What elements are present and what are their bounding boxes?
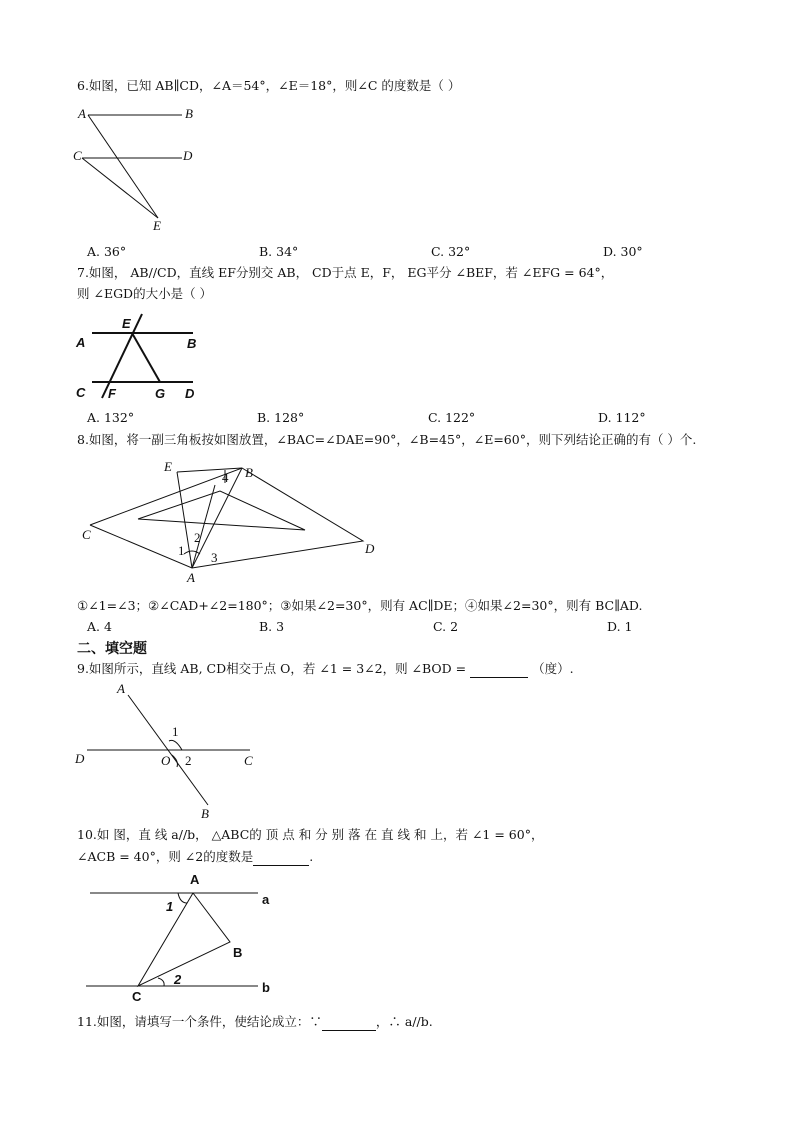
q7-label-a: A (76, 335, 86, 350)
q10-label-b-line: b (262, 980, 270, 995)
q7-label-b: B (187, 336, 197, 351)
q9-label-1: 1 (172, 724, 179, 739)
q7-label-f: F (108, 386, 116, 401)
q9-label-d: D (75, 751, 85, 766)
q10-stem-line2-text: ∠ACB = 40°，则 ∠2的度数是 (77, 849, 254, 864)
q8-option-d[interactable]: D. 1 (607, 619, 633, 634)
q10-label-c: C (132, 989, 142, 1004)
q8-statements: ①∠1=∠3；②∠CAD+∠2=180°；③如果∠2=30°，则有 AC∥DE；④如果∠2=30°，则有 BC∥AD. (77, 598, 643, 613)
q7-label-e: E (122, 316, 131, 331)
q9-stem-suffix: （度）. (532, 661, 574, 676)
q10-stem-line2-end: . (309, 849, 314, 864)
q9-stem-text: 9.如图所示，直线 AB, CD相交于点 O，若 ∠1 = 3∠2，则 ∠BOD = (77, 661, 467, 676)
q8-label-1: 1 (178, 543, 185, 558)
q11-answer-blank[interactable] (322, 1014, 376, 1031)
q6-option-d[interactable]: D. 30° (603, 244, 643, 259)
q6-option-c[interactable]: C. 32° (431, 244, 471, 259)
q8-option-a[interactable]: A. 4 (87, 619, 112, 634)
q10-label-1: 1 (166, 899, 174, 914)
q9-label-a: A (117, 681, 125, 696)
q6-label-d: D (183, 148, 193, 163)
q6-stem: 6.如图，已知 AB∥CD，∠A＝54°，∠E＝18°，则∠C 的度数是（ ） (77, 78, 461, 93)
q9-label-c: C (244, 753, 253, 768)
q10-label-a: A (190, 872, 200, 887)
q7-option-a[interactable]: A. 132° (87, 410, 135, 425)
q7-option-d[interactable]: D. 112° (598, 410, 646, 425)
q9-answer-blank[interactable] (470, 661, 528, 678)
q9-label-2: 2 (185, 753, 192, 768)
section-title: 二、填空题 (77, 641, 147, 657)
q8-option-b[interactable]: B. 3 (259, 619, 285, 634)
q10-answer-blank[interactable] (253, 849, 309, 866)
q7-option-b[interactable]: B. 128° (257, 410, 305, 425)
q11-stem-suffix: ，∴ a//b. (375, 1014, 433, 1029)
q9-figure (75, 683, 265, 823)
q8-label-d: D (365, 541, 375, 556)
q6-figure (70, 100, 210, 235)
q9-label-b: B (201, 806, 209, 821)
q10-figure (80, 870, 280, 1005)
q10-label-2: 2 (174, 972, 182, 987)
q8-label-e: E (164, 459, 172, 474)
q6-option-a[interactable]: A. 36° (87, 244, 127, 259)
q8-figure (80, 455, 380, 585)
q9-label-o: O (161, 753, 171, 768)
q8-stem: 8.如图，将一副三角板按如图放置，∠BAC=∠DAE=90°，∠B=45°，∠E=60°，则下列结论正确的有（ ）个. (77, 432, 697, 447)
q8-label-c: C (82, 527, 91, 542)
q11-stem-text: 11.如图，请填写一个条件，使结论成立：∵ (77, 1014, 322, 1029)
q8-label-4: 4 (222, 470, 229, 485)
q10-stem-line1: 10.如 图，直 线 a//b， △ABC的 顶 点 和 分 别 落 在 直 线 和 上，若 ∠1 = 60°， (77, 827, 544, 842)
q9-stem (77, 661, 574, 678)
q11-stem (77, 1014, 433, 1031)
q10-label-b-vertex: B (233, 945, 243, 960)
q6-option-b[interactable]: B. 34° (259, 244, 299, 259)
q8-option-c[interactable]: C. 2 (433, 619, 459, 634)
q6-label-e: E (153, 218, 161, 233)
q6-label-b: B (185, 106, 193, 121)
q8-label-2: 2 (194, 530, 201, 545)
q7-label-c: C (76, 385, 86, 400)
q6-label-c: C (73, 148, 82, 163)
q7-stem-line2: 则 ∠EGD的大小是（ ） (77, 286, 213, 301)
q10-label-a-line: a (262, 892, 270, 907)
q7-label-g: G (155, 386, 166, 401)
q8-label-3: 3 (211, 550, 218, 565)
q8-label-a: A (187, 570, 195, 585)
q7-label-d: D (185, 386, 195, 401)
q7-stem-line1: 7.如图， AB//CD，直线 EF分别交 AB， CD于点 E，F， EG平分 ∠BEF，若 ∠EFG = 64°， (77, 265, 614, 280)
q7-figure (70, 310, 210, 405)
q8-label-b: B (245, 465, 253, 480)
q6-label-a: A (78, 106, 86, 121)
q7-option-c[interactable]: C. 122° (428, 410, 476, 425)
q10-stem-line2 (77, 849, 313, 866)
